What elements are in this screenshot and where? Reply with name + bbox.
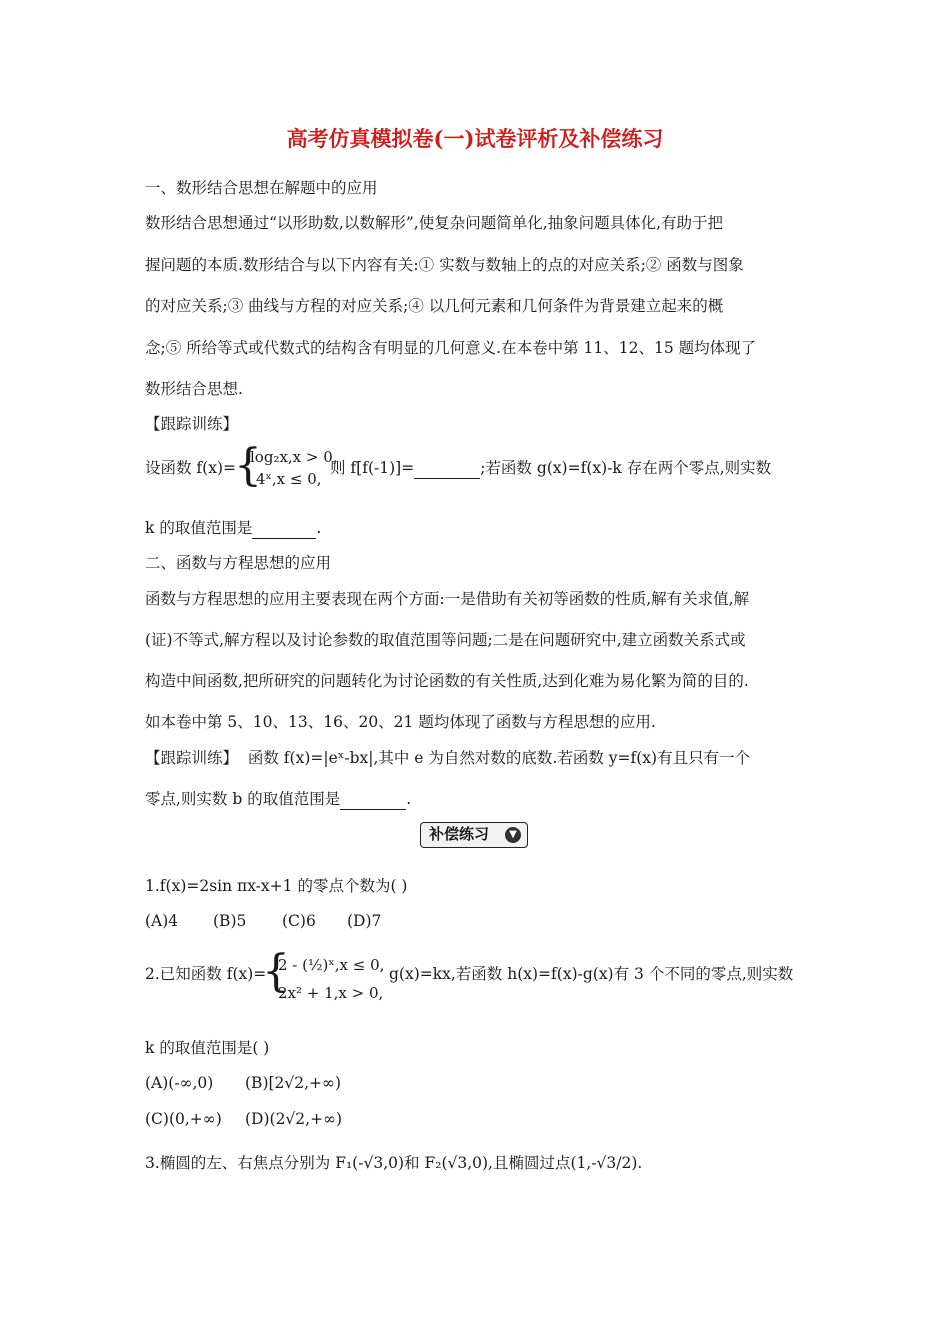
piecewise-case-1: log₂x,x > 0, [250, 448, 338, 466]
section2-line-1: 函数与方程思想的应用主要表现在两个方面:一是借助有关初等函数的性质,解有关求值,解 [145, 590, 750, 608]
exercise-1-option-d: (D)7 [347, 912, 382, 930]
exercise-2-case-2: 2x² + 1,x > 0, [278, 984, 384, 1002]
exercise-2-prefix: 2.已知函数 f(x)= [145, 965, 267, 983]
section2-line-2: (证)不等式,解方程以及讨论参数的取值范围等问题;二是在问题研究中,建立函数关系式或 [145, 631, 746, 649]
answer-blank[interactable] [252, 518, 316, 539]
exercise-2-case-1: 2 - (½)ˣ,x ≤ 0, [278, 956, 385, 974]
section1-question-mid: 则 f[f(-1)]= ;若函数 g(x)=f(x)-k 存在两个零点,则实数 [330, 459, 772, 477]
section1-training-label: 【跟踪训练】 [145, 415, 239, 433]
section2-question-line2: 零点,则实数 b 的取值范围是 . [145, 790, 412, 808]
section2-heading: 二、函数与方程思想的应用 [145, 554, 332, 572]
document-title: 高考仿真模拟卷(一)试卷评析及补偿练习 [286, 126, 664, 151]
section1-line-2: 握问题的本质.数形结合与以下内容有关:① 实数与数轴上的点的对应关系;② 函数与图象 [145, 256, 744, 274]
piecewise-brace: { [234, 440, 262, 491]
section1-line-3: 的对应关系;③ 曲线与方程的对应关系;④ 以几何元素和几何条件为背景建立起来的概 [145, 297, 724, 315]
arrow-down-icon: ▼ [505, 827, 521, 843]
exercise-1-option-c: (C)6 [282, 912, 316, 930]
exercise-2-option-b: (B)[2√2,+∞) [245, 1074, 342, 1092]
exercise-2-option-a: (A)(-∞,0) [145, 1074, 214, 1092]
exercise-2-line2: k 的取值范围是( ) [145, 1039, 270, 1057]
exercise-1: 1.f(x)=2sin πx-x+1 的零点个数为( ) [145, 877, 408, 895]
exercise-2-option-c: (C)(0,+∞) [145, 1110, 222, 1128]
section2-line-4: 如本卷中第 5、10、13、16、20、21 题均体现了函数与方程思想的应用. [145, 713, 656, 731]
section1-line-1: 数形结合思想通过“以形助数,以数解形”,使复杂问题简单化,抽象问题具体化,有助于把 [145, 214, 724, 232]
section1-line-4: 念;⑤ 所给等式或代数式的结构含有明显的几何意义.在本卷中第 11、12、15 题均体现了 [145, 339, 757, 357]
exercise-1-option-a: (A)4 [145, 912, 179, 930]
section1-question-line2: k 的取值范围是 . [145, 519, 322, 537]
exercise-2-option-d: (D)(2√2,+∞) [245, 1110, 343, 1128]
answer-blank[interactable] [414, 458, 480, 479]
piecewise-brace: { [262, 946, 290, 997]
exercise-1-option-b: (B)5 [213, 912, 247, 930]
answer-blank[interactable] [340, 789, 406, 810]
section1-heading: 一、数形结合思想在解题中的应用 [145, 179, 378, 197]
piecewise-case-2: 4ˣ,x ≤ 0, [256, 470, 322, 488]
practice-badge-label: 补偿练习 [429, 825, 490, 843]
practice-badge [420, 822, 528, 848]
section2-training: 【跟踪训练】 函数 f(x)=|eˣ-bx|,其中 e 为自然对数的底数.若函数 y=f(x)有且只有一个 [145, 749, 751, 767]
section1-question-prefix: 设函数 f(x)= [145, 459, 236, 477]
section2-line-3: 构造中间函数,把所研究的问题转化为讨论函数的有关性质,达到化难为易化繁为简的目的. [145, 672, 749, 690]
exercise-2-after: g(x)=kx,若函数 h(x)=f(x)-g(x)有 3 个不同的零点,则实数 [389, 965, 794, 983]
exercise-3: 3.椭圆的左、右焦点分别为 F₁(-√3,0)和 F₂(√3,0),且椭圆过点(1,-√3/2). [145, 1154, 643, 1172]
section1-line-5: 数形结合思想. [145, 380, 243, 398]
